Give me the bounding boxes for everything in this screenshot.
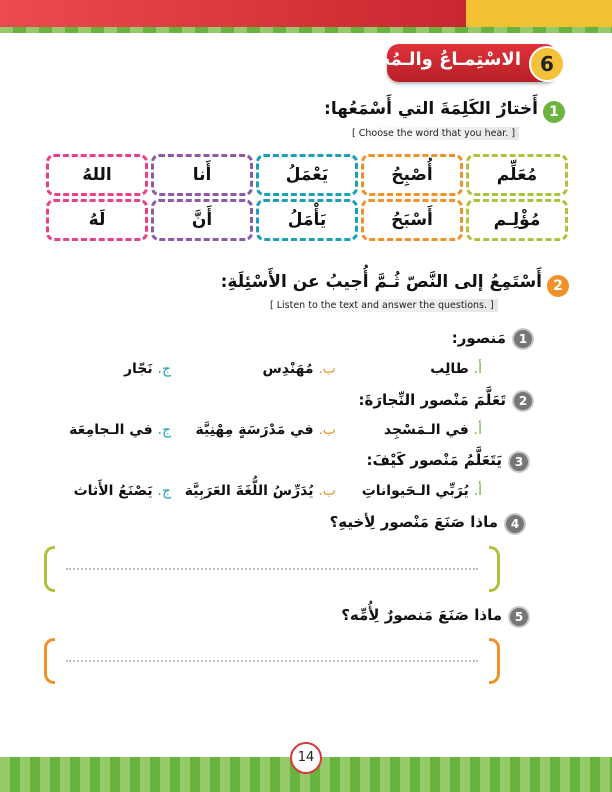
exercise-1-instruction: أَختارُ الكَلِمَةَ التي أَسْمَعُها: bbox=[324, 99, 538, 119]
option-c bbox=[69, 422, 171, 438]
option-letter: ب. bbox=[318, 422, 336, 438]
exercise-2-english: [ Listen to the text and answer the questions. ] bbox=[266, 299, 498, 312]
option-text[interactable]: نَجّار bbox=[123, 361, 153, 377]
word-cell[interactable]: يَأْمَلُ bbox=[256, 199, 358, 241]
bracket-left bbox=[44, 638, 55, 684]
option-c bbox=[74, 483, 171, 499]
option-text[interactable]: في مَدْرَسَةٍ مِهْنِيَّة bbox=[195, 422, 314, 438]
option-letter: ج. bbox=[157, 361, 171, 377]
question-4-text: ماذا صَنَعَ مَنْصور لِأخيهِ؟ bbox=[329, 513, 498, 531]
option-letter: ب. bbox=[318, 483, 336, 499]
question-4-badge: 4 bbox=[506, 515, 524, 533]
bracket-right bbox=[489, 638, 500, 684]
word-cell[interactable]: لَهُ bbox=[46, 199, 148, 241]
word-cell[interactable]: أَنَّ bbox=[151, 199, 253, 241]
bracket-right bbox=[489, 546, 500, 592]
word-cell[interactable]: أَسْبَحُ bbox=[361, 199, 463, 241]
top-banner-yellow bbox=[466, 0, 612, 27]
option-text[interactable]: يُدَرِّسُ اللُّغَةَ العَرَبِيَّة bbox=[184, 483, 314, 499]
word-grid bbox=[45, 154, 568, 244]
question-2-badge: 2 bbox=[514, 392, 532, 410]
word-cell[interactable]: مُعَلِّم bbox=[466, 154, 568, 196]
section-title: الاسْتِمـاعُ والـمُحادَثَةُ bbox=[343, 49, 521, 70]
option-letter: أ. bbox=[473, 422, 482, 438]
word-cell[interactable]: أَنا bbox=[151, 154, 253, 196]
bracket-left bbox=[44, 546, 55, 592]
section-title-pill bbox=[343, 44, 557, 82]
option-text[interactable]: يَصْنَعُ الأَثاث bbox=[73, 483, 153, 499]
option-letter: أ. bbox=[473, 483, 482, 499]
top-stripe bbox=[0, 27, 612, 33]
question-5-text: ماذا صَنَعَ مَنصورٌ لِأُمِّه؟ bbox=[341, 606, 502, 624]
answer-field-5[interactable] bbox=[44, 638, 500, 680]
option-c bbox=[124, 361, 171, 377]
answer-line[interactable] bbox=[66, 568, 478, 570]
option-text[interactable]: يُرَبِّي الـحَيواناتِ bbox=[361, 483, 469, 499]
option-letter: أ. bbox=[473, 361, 482, 377]
section-number-badge: 6 bbox=[529, 46, 565, 82]
option-text[interactable]: مُهَنْدِس bbox=[262, 361, 314, 377]
word-cell[interactable]: مُؤْلِـم bbox=[466, 199, 568, 241]
option-b bbox=[185, 483, 336, 499]
question-3-badge: 3 bbox=[510, 453, 528, 471]
option-a bbox=[430, 361, 482, 377]
answer-line[interactable] bbox=[66, 660, 478, 662]
exercise-2-badge: 2 bbox=[547, 275, 569, 297]
question-2-text: تَعَلَّمَ مَنْصور النِّجارَةَ: bbox=[358, 391, 506, 409]
word-cell[interactable]: اللهُ bbox=[46, 154, 148, 196]
option-b bbox=[262, 361, 336, 377]
exercise-2-instruction: أَسْتَمِعُ إلى النَّصّ ثُـمَّ أُجيبُ عن الأَسْئِلَةِ: bbox=[220, 272, 542, 292]
option-letter: ج. bbox=[157, 422, 171, 438]
exercise-1-english: [ Choose the word that you hear. ] bbox=[348, 127, 519, 140]
option-b bbox=[196, 422, 337, 438]
top-banner-red bbox=[0, 0, 466, 27]
question-5-badge: 5 bbox=[510, 608, 528, 626]
word-cell[interactable]: أُصْبِحُ bbox=[361, 154, 463, 196]
option-text[interactable]: في الـمَسْجِد bbox=[383, 422, 469, 438]
option-a bbox=[362, 483, 482, 499]
option-text[interactable]: طالِب bbox=[430, 361, 469, 377]
question-3-text: يَتَعَلَّمُ مَنْصور كَيْفَ: bbox=[366, 451, 502, 469]
option-letter: ج. bbox=[157, 483, 171, 499]
option-text[interactable]: في الـجامِعَة bbox=[69, 422, 153, 438]
option-a bbox=[384, 422, 482, 438]
option-letter: ب. bbox=[318, 361, 336, 377]
answer-field-4[interactable] bbox=[44, 546, 500, 588]
question-1-badge: 1 bbox=[514, 330, 532, 348]
word-cell[interactable]: يَعْمَلُ bbox=[256, 154, 358, 196]
page-number: 14 bbox=[290, 742, 322, 774]
exercise-1-badge: 1 bbox=[543, 101, 565, 123]
question-1-text: مَنصور: bbox=[451, 329, 506, 347]
